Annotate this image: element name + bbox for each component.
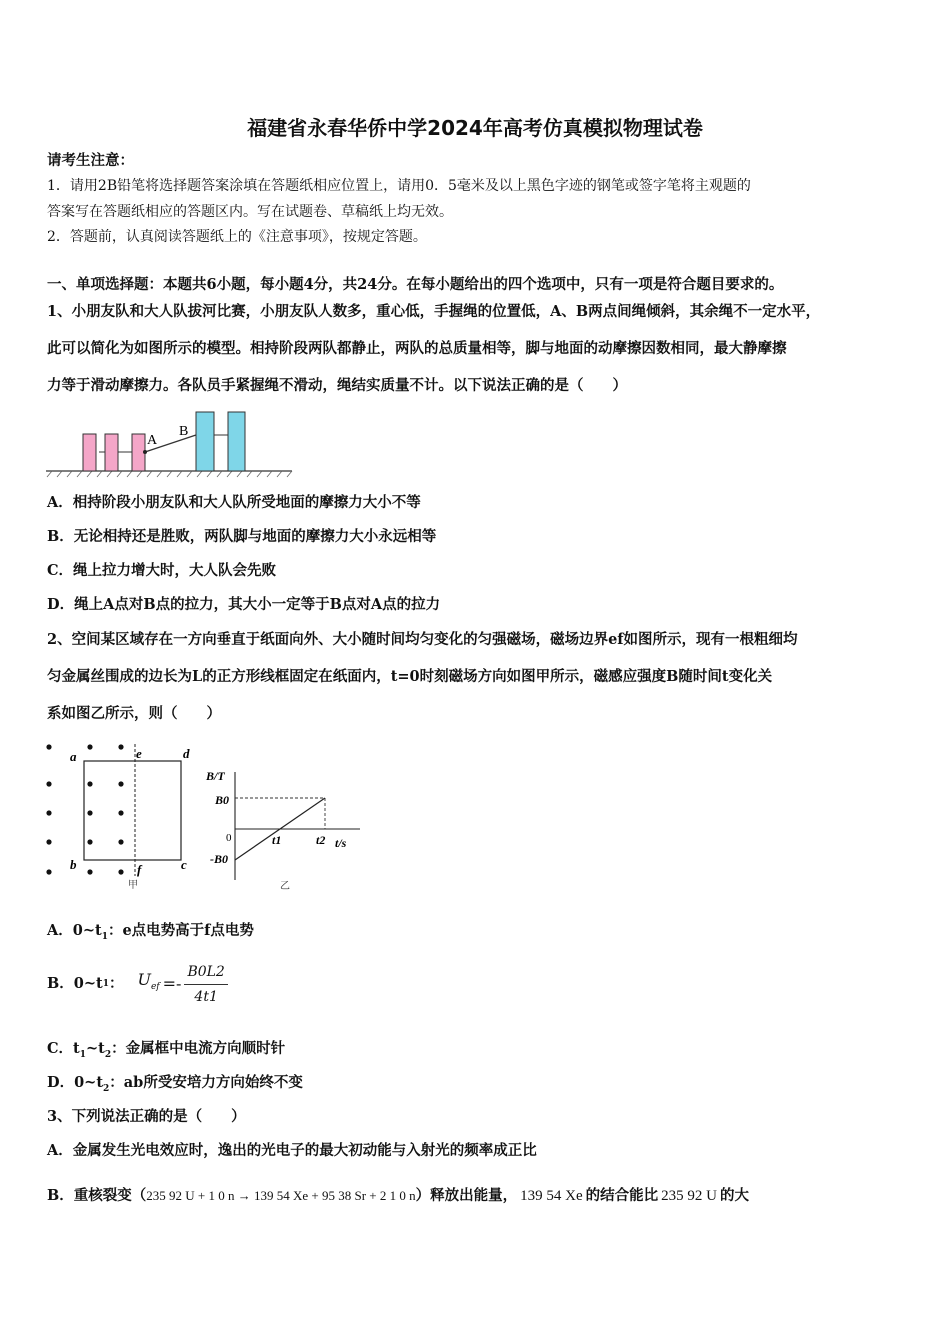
figure-caption-jia: 甲 — [128, 880, 138, 891]
tug-of-war-figure — [44, 405, 294, 480]
point-b-label: B — [179, 424, 189, 439]
tick-label-b0: B0 — [215, 793, 230, 807]
emf-formula-fraction: $\frac{B0L2}{4t1}$ — [184, 962, 227, 1007]
figure-yi-b-t-graph — [200, 762, 365, 894]
q1-option-c: C．绳上拉力增大时，大人队会先败 — [47, 562, 277, 579]
child-figure-3 — [132, 434, 145, 471]
notice-line-2: 答案写在答题纸相应的答题区内。写在试题卷、草稿纸上均无效。 — [47, 204, 453, 220]
label-c: c — [181, 857, 187, 872]
page-title: 福建省永春华侨中学2024年高考仿真模拟物理试卷 — [247, 116, 703, 140]
label-b: b — [70, 857, 77, 872]
tick-label-t2: t2 — [316, 833, 326, 847]
q2-stem-line-2: 匀金属丝围成的边长为L的正方形线框固定在纸面内，t=0时刻磁场方向如图甲所示，磁感应强度B随时间t变化关 — [47, 668, 773, 685]
adult-figure-2 — [228, 412, 245, 471]
xenon-nuclide: 139 54 Xe — [520, 1188, 583, 1204]
child-figure-1 — [83, 434, 96, 471]
q1-stem-line-1: 1、小朋友队和大人队拔河比赛，小朋友队人数多，重心低，手握绳的位置低，A、B两点间绳倾斜，其余绳不一定水平， — [47, 303, 821, 320]
q2-stem-line-1: 2、空间某区域存在一方向垂直于纸面向外、大小随时间均匀变化的匀强磁场，磁场边界ef如图所示，现有一根粗细均 — [47, 631, 798, 648]
q2-option-a: A．$0\sim t_1$：e点电势高于f点电势 — [47, 922, 254, 942]
q2-option-b: B．0~t 1 ： $U_{ef}$ =- $\frac{B0L2}{4t1}$ — [47, 960, 228, 1008]
q1-option-a: A．相持阶段小朋友队和大人队所受地面的摩擦力大小不等 — [47, 494, 421, 511]
label-a: a — [70, 749, 77, 764]
y-axis-label: B/T — [206, 769, 225, 783]
section-heading: 一、单项选择题：本题共6小题，每小题4分，共24分。在每小题给出的四个选项中，只有一项是符合题目要求的。 — [47, 276, 784, 293]
adult-figure-1 — [196, 412, 214, 471]
q2-option-c: C．$t_1\sim t_2$：金属框中电流方向顺时针 — [47, 1040, 286, 1060]
point-a-label: A — [147, 433, 158, 448]
label-e: e — [136, 746, 142, 761]
square-wire-frame — [84, 761, 181, 860]
notice-line-3: 2．答题前，认真阅读答题纸上的《注意事项》，按规定答题。 — [47, 229, 427, 245]
tick-label-neg-b0: -B0 — [210, 852, 228, 866]
q3-option-b: B．重核裂变（ 235 92 U + 1 0 n → 139 54 Xe + 95 38 Sr + 2 1 0 n ）释放出能量， 139 54 Xe 的结合能比 235 92 U 的大 — [47, 1187, 749, 1204]
emf-formula-equals: =- — [162, 974, 182, 993]
q2-option-d: D．$0\sim t_2$：ab所受安培力方向始终不变 — [47, 1074, 303, 1094]
label-f: f — [137, 862, 142, 877]
q1-stem-line-2: 此可以简化为如图所示的模型。相持阶段两队都静止，两队的总质量相等，脚与地面的动摩擦因数相同，最大静摩擦 — [47, 340, 787, 357]
x-axis-label: t/s — [335, 836, 347, 850]
figure-caption-yi: 乙 — [280, 881, 290, 892]
emf-formula-lhs: $U_{ef}$ — [137, 970, 160, 993]
notice-line-1: 1．请用2B铅笔将选择题答案涂填在答题纸相应位置上，请用0．5毫米及以上黑色字迹的钢笔或签字笔将主观题的 — [47, 178, 751, 194]
uranium-nuclide: 235 92 U — [661, 1188, 717, 1204]
q1-stem-line-3: 力等于滑动摩擦力。各队员手紧握绳不滑动，绳结实质量不计。以下说法正确的是（ ） — [47, 377, 627, 394]
q1-option-b: B．无论相持还是胜败，两队脚与地面的摩擦力大小永远相等 — [47, 528, 437, 545]
q3-option-a: A．金属发生光电效应时，逸出的光电子的最大初动能与入射光的频率成正比 — [47, 1142, 537, 1159]
notice-heading: 请考生注意： — [47, 152, 134, 169]
fission-reaction-equation: 235 92 U + 1 0 n → 139 54 Xe + 95 38 Sr + 2 1 0 n — [146, 1188, 416, 1203]
label-d: d — [183, 746, 190, 761]
q3-stem: 3、下列说法正确的是（ ） — [47, 1108, 246, 1125]
child-figure-2 — [105, 434, 118, 471]
q2-stem-line-3: 系如图乙所示，则（ ） — [47, 705, 221, 722]
origin-label: 0 — [226, 832, 232, 844]
q1-option-d: D．绳上A点对B点的拉力，其大小一定等于B点对A点的拉力 — [47, 596, 441, 613]
tick-label-t1: t1 — [272, 833, 282, 847]
